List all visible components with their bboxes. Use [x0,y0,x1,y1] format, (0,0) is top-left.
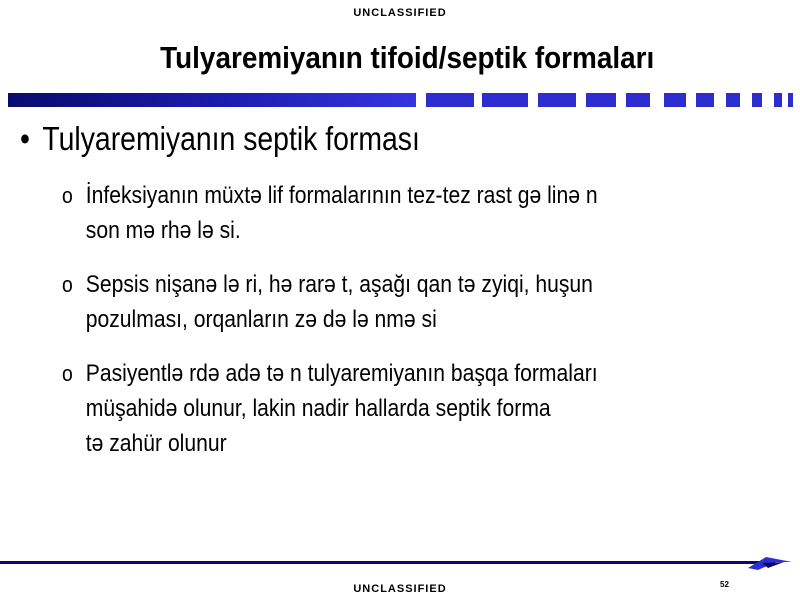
title-gradient-bar [8,93,416,107]
title-bar-segment [482,93,528,107]
sub-bullet-line: son mə rhə lə si. [85,217,241,244]
sub-bullet-line: Sepsis nişanə lə ri, hə rarə t, aşağı qan tə zyiqi, huşun [85,271,593,298]
title-bar-segment [696,93,714,107]
bullet-dot: • [20,120,30,157]
classification-top: UNCLASSIFIED [353,7,447,19]
title-bar-segment [664,93,686,107]
sub-bullet-line: İnfeksiyanın müxtə lif formalarının tez-tez rast gə linə n [85,182,598,209]
sub-bullet-line: tə zahür olunur [85,430,227,457]
sub-bullet-marker: o [62,272,73,297]
sub-bullet-line: Pasiyentlə rdə adə tə n tulyaremiyanın başqa formaları [85,360,598,387]
title-bar-segment [788,93,793,107]
sub-bullet-item [62,356,598,461]
sub-bullet-line: müşahidə olunur, lakin nadir hallarda septik forma [85,395,551,422]
slide-title: Tulyaremiyanın tifoid/septik formaları [160,40,655,75]
sub-bullet-item [62,178,598,248]
title-bar-segment [426,93,474,107]
main-bullet [20,120,420,158]
main-bullet-text: Tulyaremiyanın septik forması [42,120,420,157]
footer-arrow-icon [748,554,792,572]
sub-bullet-item [62,267,593,337]
footer-line [0,561,760,564]
classification-bottom: UNCLASSIFIED [353,583,447,595]
title-bar-segment [586,93,616,107]
title-bar-segment [538,93,576,107]
sub-bullet-marker: o [62,361,73,386]
title-bar-segment [626,93,650,107]
title-bar-segment [726,93,740,107]
sub-bullet-line: pozulması, orqanların zə də lə nmə si [85,306,437,333]
title-bar-segment [774,93,782,107]
title-bar-segment [752,93,762,107]
sub-bullet-marker: o [62,183,73,208]
page-number: 52 [720,580,729,589]
